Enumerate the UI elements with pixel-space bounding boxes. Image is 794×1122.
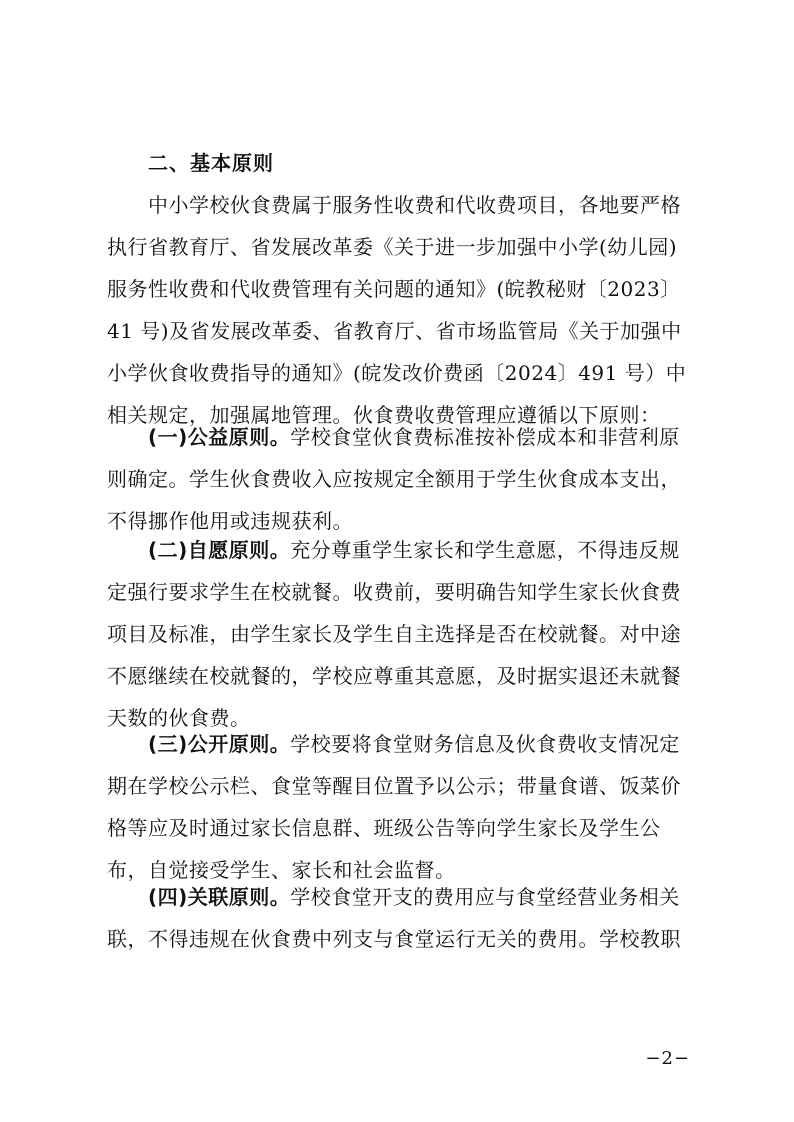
- paragraph-line: 布，自觉接受学生、家长和社会监督。: [107, 858, 456, 882]
- paragraph-line: [107, 529, 689, 571]
- principle-relevance: [107, 876, 689, 960]
- principle-public-welfare: [107, 416, 689, 542]
- paragraph-line: 格等应及时通过家长信息群、班级公告等向学生家长及学生公: [107, 816, 661, 840]
- paragraph-line: 执行省教育厅、省发展改革委《关于进一步加强中小学(幼儿园): [107, 235, 678, 259]
- principle-open: [107, 723, 689, 891]
- section-heading: 二、基本原则: [148, 151, 274, 175]
- paragraph-line: 41 号)及省发展改革委、省教育厅、省市场监管局《关于加强中: [107, 319, 682, 343]
- paragraph-line: [107, 416, 689, 458]
- intro-paragraph: [107, 184, 689, 436]
- principle-label: (一)公益原则。: [148, 425, 291, 449]
- paragraph-line: 联，不得违规在伙食费中列支与食堂运行无关的费用。学校教职: [107, 927, 681, 951]
- paragraph-line: 不得挪作他用或违规获利。: [107, 509, 353, 533]
- principle-text: 学校食堂伙食费标准按补偿成本和非营利原: [290, 425, 680, 449]
- principle-label: (二)自愿原则。: [148, 538, 291, 562]
- paragraph-line: 不愿继续在校就餐的，学校应尊重其意愿，及时据实退还未就餐: [107, 664, 681, 688]
- paragraph-line: 服务性收费和代收费管理有关问题的通知》(皖教秘财〔2023〕: [107, 277, 681, 301]
- principle-label: (四)关联原则。: [148, 885, 291, 909]
- paragraph-line: 中小学校伙食费属于服务性收费和代收费项目，各地要严格: [148, 193, 681, 217]
- principle-text: 学校食堂开支的费用应与食堂经营业务相关: [290, 885, 680, 909]
- paragraph-line: 则确定。学生伙食费收入应按规定全额用于学生伙食成本支出，: [107, 467, 681, 491]
- paragraph-line: 项目及标准，由学生家长及学生自主选择是否在校就餐。对中途: [107, 622, 681, 646]
- paragraph-line: 天数的伙食费。: [107, 706, 251, 730]
- principle-text: 充分尊重学生家长和学生意愿，不得违反规: [290, 538, 680, 562]
- paragraph-line: 期在学校公示栏、食堂等醒目位置予以公示；带量食谱、饭菜价: [107, 774, 681, 798]
- paragraph-line: [107, 723, 689, 765]
- principle-label: (三)公开原则。: [148, 732, 291, 756]
- paragraph-line: 定强行要求学生在校就餐。收费前，要明确告知学生家长伙食费: [107, 580, 681, 604]
- principle-text: 学校要将食堂财务信息及伙食费收支情况定: [290, 732, 680, 756]
- paragraph-line: 相关规定，加强属地管理。伙食费收费管理应遵循以下原则：: [107, 403, 661, 427]
- page-number: −2−: [645, 1048, 690, 1069]
- paragraph-line: [107, 876, 689, 918]
- principle-voluntary: [107, 529, 689, 739]
- paragraph-line: 小学伙食收费指导的通知》(皖发改价费函〔2024〕491 号）中: [107, 361, 687, 385]
